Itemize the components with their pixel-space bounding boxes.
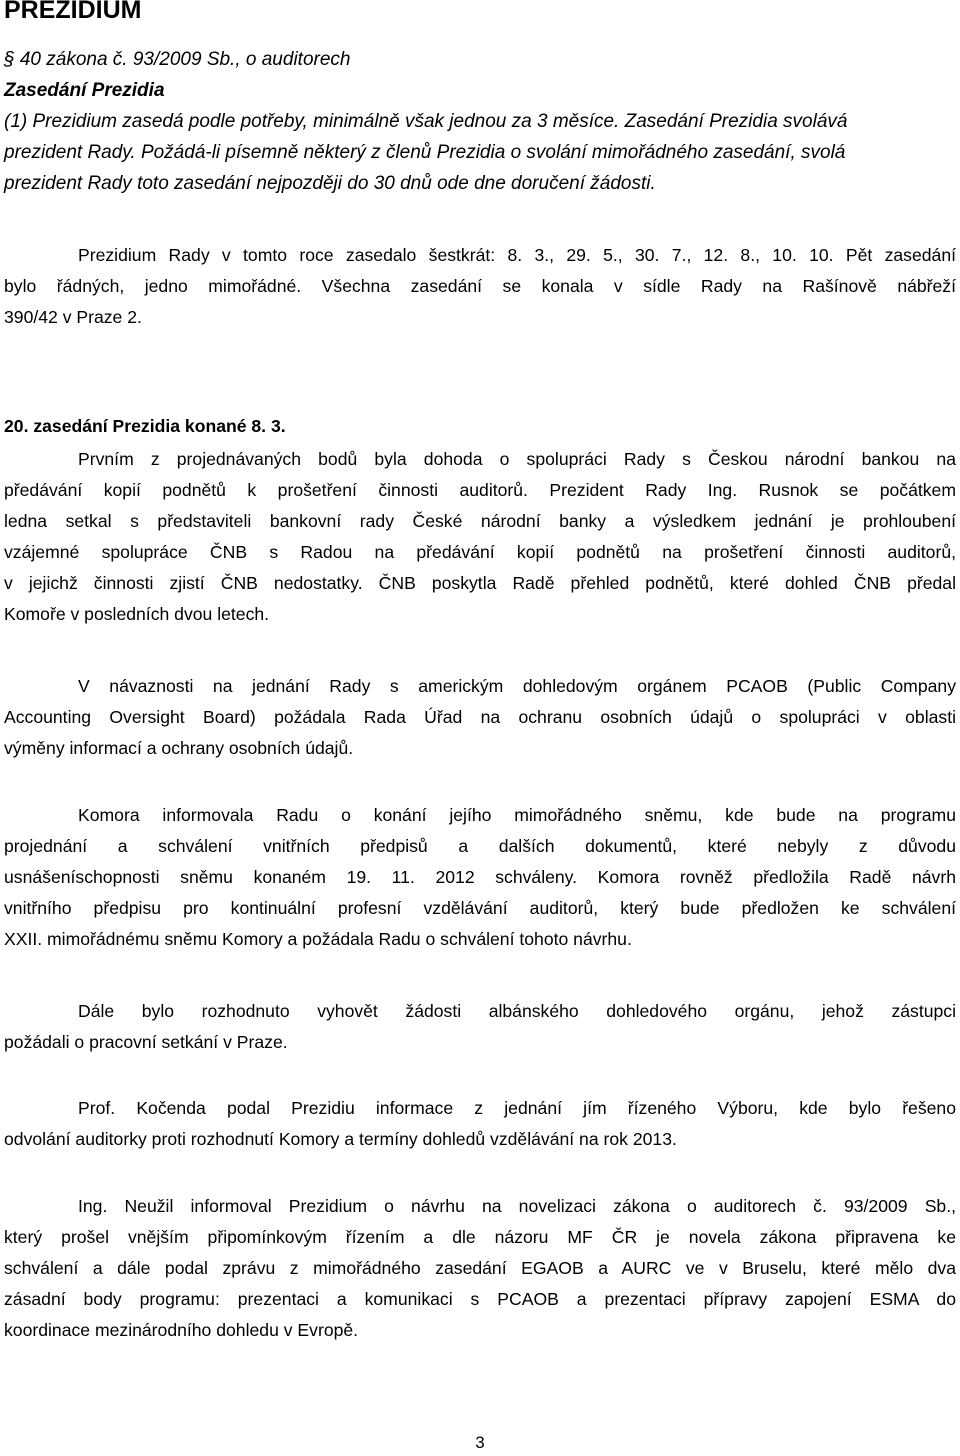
meeting-heading: 20. zasedání Prezidia konané 8. 3. [4, 416, 286, 436]
paragraph-line: V návaznosti na jednání Rady s americkým dohledovým orgánem PCAOB (Public Company [78, 676, 956, 696]
paragraph-line: Komora informovala Radu o konání jejího mimořádného sněmu, kde bude na programu [78, 805, 956, 825]
paragraph-line: Dále bylo rozhodnuto vyhovět žádosti albánského dohledového orgánu, jehož zástupci [78, 1001, 956, 1021]
paragraph-pcaob [4, 671, 956, 764]
paragraph-line: který prošel vnějším připomínkovým řízením a dle názoru MF ČR je novela zákona připravena ke [4, 1227, 956, 1247]
page-number: 3 [475, 1433, 485, 1452]
paragraph-line: schválení a dále podal zprávu z mimořádného zasedání EGAOB a AURC ve v Bruselu, které mělo dva [4, 1258, 956, 1278]
paragraph-line: Prof. Kočenda podal Prezidiu informace z jednání jím řízeného Výboru, kde bylo řešeno [78, 1098, 956, 1118]
paragraph-line: požádali o pracovní setkání v Praze. [4, 1032, 288, 1052]
paragraph-line: usnášeníschopnosti sněmu konaném 19. 11. 2012 schváleny. Komora rovněž předložila Radě návrh [4, 867, 956, 887]
paragraph-line: Komoře v posledních dvou letech. [4, 604, 270, 624]
paragraph-line: projednání a schválení vnitřních předpisů a dalších dokumentů, které nebyly z důvodu [4, 836, 956, 856]
paragraph-line: koordinace mezinárodního dohledu v Evropě. [4, 1320, 359, 1340]
paragraph-line: 390/42 v Praze 2. [4, 307, 142, 327]
paragraph-line: předávání kopií podnětů k prošetření činnosti auditorů. Prezident Rady Ing. Rusnok se počátkem [4, 480, 956, 500]
paragraph-chamber [4, 800, 956, 955]
law-reference: § 40 zákona č. 93/2009 Sb., o auditorech [4, 49, 351, 70]
law-text-line: (1) Prezidium zasedá podle potřeby, minimálně však jednou za 3 měsíce. Zasedání Prezidia svolává [4, 111, 848, 132]
page-title: PREZIDIUM [4, 0, 142, 24]
paragraph-albania [4, 996, 956, 1058]
paragraph-neuzil [4, 1191, 956, 1346]
law-excerpt [4, 44, 956, 199]
law-text-line: prezident Rady toto zasedání nejpozději do 30 dnů ode dne doručení žádosti. [4, 173, 656, 194]
law-text-line: prezident Rady. Požádá-li písemně některý z členů Prezidia o svolání mimořádného zasedání, svolá [4, 142, 846, 163]
paragraph-line: odvolání auditorky proti rozhodnutí Komory a termíny dohledů vzdělávání na rok 2013. [4, 1129, 677, 1149]
paragraph-line: vnitřního předpisu pro kontinuální profesní vzdělávání auditorů, který bude předložen ke schválení [4, 898, 956, 918]
paragraph-line: XXII. mimořádnému sněmu Komory a požádala Radu o schválení tohoto návrhu. [4, 929, 632, 949]
paragraph-line: zásadní body programu: prezentaci a komunikaci s PCAOB a prezentaci přípravy zapojení ESMA do [4, 1289, 956, 1309]
paragraph-kocenda [4, 1093, 956, 1155]
paragraph-line: ledna setkal s představiteli bankovní rady České národní banky a výsledkem jednání je prohloubení [4, 511, 956, 531]
law-section-heading: Zasedání Prezidia [4, 80, 165, 101]
paragraph-cnb-agreement [4, 444, 956, 630]
paragraph-line: Accounting Oversight Board) požádala Rada Úřad na ochranu osobních údajů o spolupráci v oblasti [4, 707, 956, 727]
paragraph-line: výměny informací a ochrany osobních údajů. [4, 738, 354, 758]
paragraph-line: vzájemné spolupráce ČNB s Radou na předávání kopií podnětů na prošetření činnosti auditorů, [4, 542, 956, 562]
paragraph-line: Prvním z projednávaných bodů byla dohoda o spolupráci Rady s Českou národní bankou na [78, 449, 956, 469]
summary-paragraph [4, 240, 956, 333]
paragraph-line: Prezidium Rady v tomto roce zasedalo šestkrát: 8. 3., 29. 5., 30. 7., 12. 8., 10. 10. Pět zasedání [78, 245, 956, 265]
paragraph-line: v jejichž činnosti zjistí ČNB nedostatky. ČNB poskytla Radě přehled podnětů, které dohled ČNB předal [4, 573, 956, 593]
paragraph-line: bylo řádných, jedno mimořádné. Všechna zasedání se konala v sídle Rady na Rašínově nábřeží [4, 276, 956, 296]
paragraph-line: Ing. Neužil informoval Prezidium o návrhu na novelizaci zákona o auditorech č. 93/2009 Sb., [78, 1196, 956, 1216]
